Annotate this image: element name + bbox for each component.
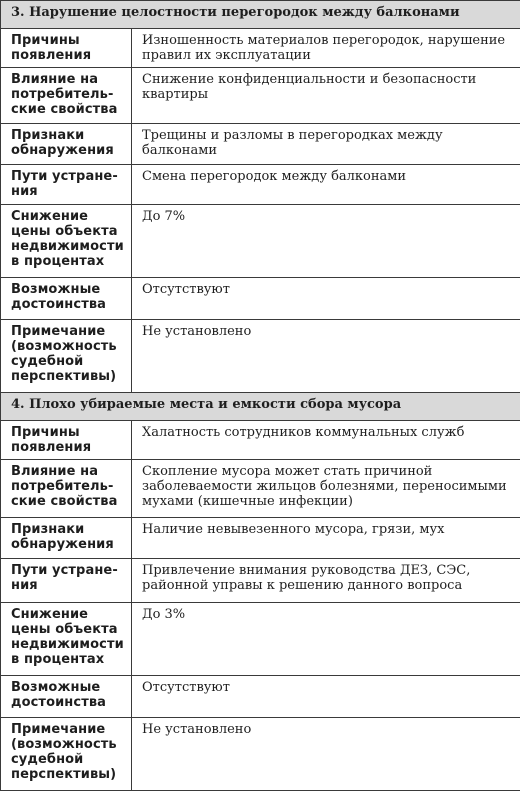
row-label: Влияние на потребитель-ские свойства xyxy=(1,68,132,124)
section-title: 3. Нарушение целостности перегородок между балконами xyxy=(1,1,520,29)
row-value: Наличие невывезенного мусора, грязи, мух xyxy=(132,518,520,559)
row-value: Снижение конфиденциальности и безопасности квартиры xyxy=(132,68,520,124)
table-row xyxy=(1,421,520,460)
row-label: Примечание (возможность судебной перспективы) xyxy=(1,320,132,393)
table-row xyxy=(1,68,520,124)
section-title: 4. Плохо убираемые места и емкости сбора мусора xyxy=(1,393,520,421)
row-label: Пути устране-ния xyxy=(1,165,132,205)
row-value: Смена перегородок между балконами xyxy=(132,165,520,205)
table-row xyxy=(1,718,520,791)
row-label: Снижение цены объекта недвижимости в процентах xyxy=(1,603,132,676)
row-value: Не установлено xyxy=(132,320,520,393)
row-label: Пути устране-ния xyxy=(1,559,132,603)
row-value: До 3% xyxy=(132,603,520,676)
row-value: Не установлено xyxy=(132,718,520,791)
row-value: Отсутствуют xyxy=(132,278,520,320)
table-row xyxy=(1,29,520,68)
table-row xyxy=(1,320,520,393)
row-label: Причины появления xyxy=(1,29,132,68)
table-row xyxy=(1,518,520,559)
row-value: Халатность сотрудников коммунальных служб xyxy=(132,421,520,460)
row-label: Снижение цены объекта недвижимости в процентах xyxy=(1,205,132,278)
row-value: Отсутствуют xyxy=(132,676,520,718)
section-header-row xyxy=(1,1,520,29)
table-row xyxy=(1,676,520,718)
row-value: До 7% xyxy=(132,205,520,278)
table-row xyxy=(1,124,520,165)
table-row xyxy=(1,603,520,676)
table-row xyxy=(1,559,520,603)
table-row xyxy=(1,278,520,320)
row-label: Примечание (возможность судебной перспективы) xyxy=(1,718,132,791)
row-label: Признаки обнаружения xyxy=(1,518,132,559)
row-label: Возможные достоинства xyxy=(1,676,132,718)
row-value: Привлечение внимания руководства ДЕЗ, СЭС, районной управы к решению данного вопроса xyxy=(132,559,520,603)
row-value: Трещины и разломы в перегородках между балконами xyxy=(132,124,520,165)
row-label: Признаки обнаружения xyxy=(1,124,132,165)
row-label: Влияние на потребитель-ские свойства xyxy=(1,460,132,518)
table-row xyxy=(1,460,520,518)
table-row xyxy=(1,205,520,278)
row-label: Возможные достоинства xyxy=(1,278,132,320)
row-label: Причины появления xyxy=(1,421,132,460)
table-row xyxy=(1,165,520,205)
row-value: Скопление мусора может стать причиной заболеваемости жильцов болезнями, переносимыми мухами (кишечные инфекции) xyxy=(132,460,520,518)
row-value: Изношенность материалов перегородок, нарушение правил их эксплуатации xyxy=(132,29,520,68)
section-header-row xyxy=(1,393,520,421)
